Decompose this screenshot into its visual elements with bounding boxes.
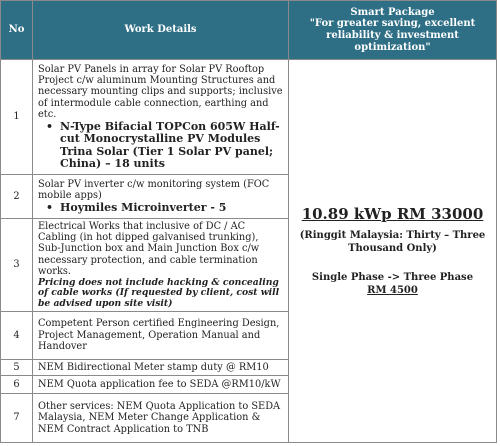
bullet-item [46, 121, 283, 171]
package-price: 10.89 kWp RM 33000 [301, 205, 484, 223]
row-number: 2 [1, 175, 33, 219]
row-number: 3 [1, 219, 33, 312]
work-detail-cell [33, 175, 289, 219]
phase-label: Single Phase -> Three Phase [311, 272, 474, 283]
bullet-item [46, 202, 283, 214]
work-detail-text: NEM Bidirectional Meter stamp duty @ RM10 [33, 360, 289, 376]
header-package [289, 1, 497, 60]
work-detail-text: Solar PV Panels in array for Solar PV Rooftop Project c/w aluminum Mounting Structures and necessary mounting clips and supports; inclusive of intermodule cable connection, earthing and etc. [38, 63, 283, 121]
work-detail-text: Other services: NEM Quota Application to SEDA Malaysia, NEM Meter Change Application & NEM Contract Application to TNB [33, 394, 289, 443]
phase-price: RM 4500 [367, 285, 418, 296]
bullet-text: N-Type Bifacial TOPCon 605W Half-cut Monocrystalline PV Modules Trina Solar (Tier 1 Solar PV panel; China) – 18 units [60, 119, 280, 170]
work-detail-cell [33, 219, 289, 312]
package-cell [289, 60, 497, 443]
header-work-details: Work Details [33, 1, 289, 60]
work-detail-text: Electrical Works that inclusive of DC / AC Cabling (in hot dipped galvanised trunking), Sub-Junction box and Main Junction Box c/w necessary protection, and cable termination works. [38, 220, 260, 278]
package-price-words: (Ringgit Malaysia: Thirty – Three Thousand Only) [299, 230, 486, 254]
work-detail-text: Solar PV inverter c/w monitoring system (FOC mobile apps) [38, 178, 270, 202]
bullet-text: Hoymiles Microinverter - 5 [60, 200, 227, 214]
row-number: 4 [1, 312, 33, 360]
header-row [1, 1, 497, 60]
row-number: 5 [1, 360, 33, 376]
package-subtitle: "For greater saving, excellent reliability & investment optimization" [309, 18, 476, 53]
bullet-icon: • [46, 119, 54, 133]
pricing-note: Pricing does not include hacking & concealing of cable works (If requested by client, cost will be advised upon site visit) [38, 276, 280, 309]
header-no: No [1, 1, 33, 60]
bullet-icon: • [46, 200, 54, 214]
phase-upgrade [294, 271, 491, 297]
row-number: 1 [1, 60, 33, 175]
row-number: 7 [1, 394, 33, 443]
package-title: Smart Package [350, 6, 435, 18]
work-detail-text: Competent Person certified Engineering Design, Project Management, Operation Manual and Handover [33, 312, 289, 360]
work-detail-text: NEM Quota application fee to SEDA @RM10/kW [33, 376, 289, 394]
table-row [1, 60, 497, 175]
row-number: 6 [1, 376, 33, 394]
work-detail-cell [33, 60, 289, 175]
